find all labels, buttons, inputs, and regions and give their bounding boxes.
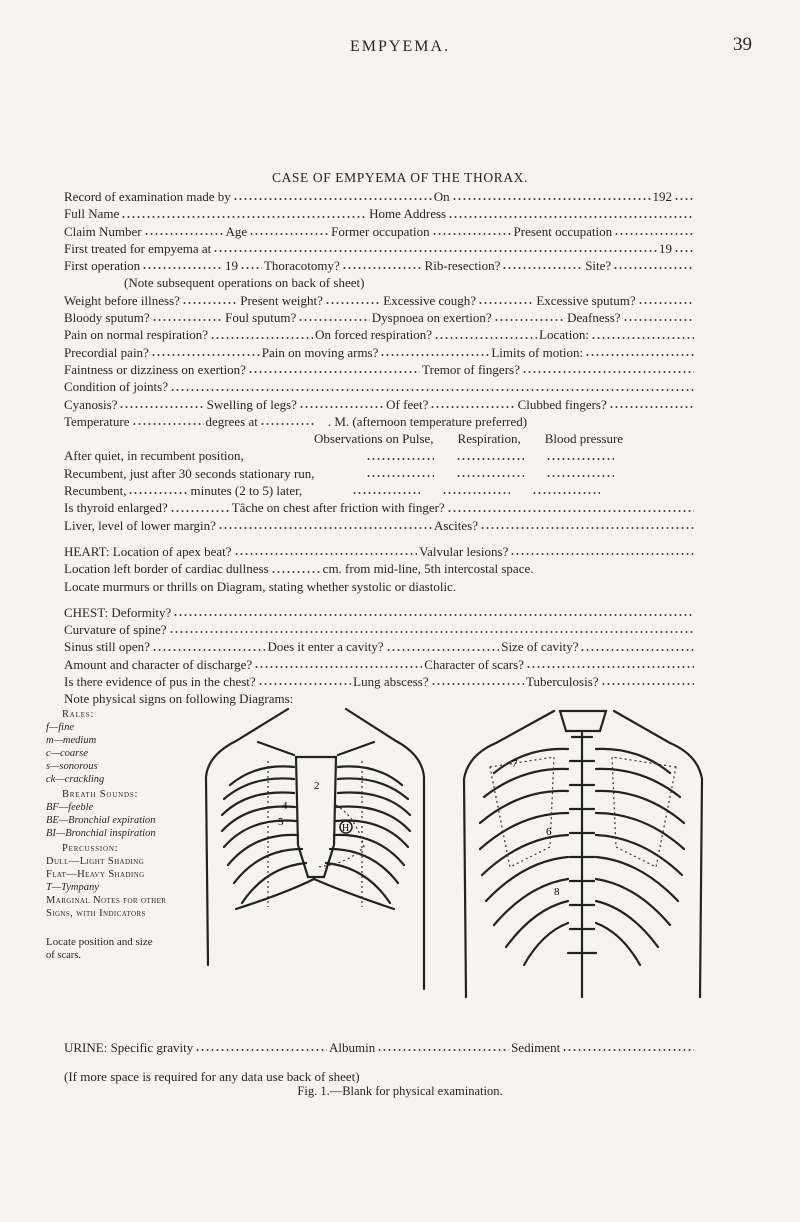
form-row-precordial — [64, 344, 696, 361]
form-row-sinus — [64, 638, 696, 655]
locate-murmurs: Locate murmurs or thrills on Diagram, stating whether systolic or diastolic. — [64, 578, 457, 594]
thoracotomy-blank[interactable] — [342, 266, 423, 270]
back-of-sheet-note: (If more space is required for any data use back of sheet) — [64, 1069, 360, 1084]
weight-before-label: Weight before illness? — [64, 292, 180, 308]
heart-label: HEART: Location of apex beat? — [64, 543, 232, 559]
full-name-blank[interactable] — [121, 215, 367, 219]
sinus-label: Sinus still open? — [64, 639, 150, 655]
enter-cavity-label: Does it enter a cavity? — [267, 639, 384, 655]
form-row-joints — [64, 378, 696, 395]
dyspnoea-blank[interactable] — [494, 318, 566, 322]
size-cavity-blank[interactable] — [580, 648, 694, 652]
form-row-chest — [64, 604, 696, 621]
scars-label: Character of scars? — [424, 656, 524, 672]
site-blank[interactable] — [613, 266, 694, 270]
former-occupation-blank[interactable] — [432, 232, 512, 236]
cyanosis-label: Cyanosis? — [64, 396, 118, 412]
rib — [524, 923, 568, 965]
site-label: Site? — [585, 258, 612, 274]
percussion-heading: Percussion: — [62, 843, 119, 854]
rib-label: 5 — [278, 816, 284, 828]
degrees-at-label: degrees at — [205, 413, 258, 429]
chest-deformity-blank[interactable] — [173, 613, 694, 617]
first-operation-blank[interactable] — [142, 266, 223, 270]
scapula-left — [490, 757, 554, 867]
pulse-blank-2[interactable] — [366, 474, 434, 478]
former-occupation-label: Former occupation — [331, 223, 430, 239]
rib — [480, 813, 568, 849]
forced-respiration-blank[interactable] — [434, 336, 537, 340]
pain-normal-blank[interactable] — [210, 336, 313, 340]
first-treated-year-label: 19 — [659, 240, 672, 256]
recumbent-label: Recumbent, — [64, 483, 127, 499]
valvular-blank[interactable] — [510, 552, 694, 556]
form-row-thyroid — [64, 499, 696, 516]
legend-item: m—medium — [46, 735, 97, 746]
recumbent-30-label: Recumbent, just after 30 seconds stationary run, — [64, 465, 315, 481]
location-label: Location: — [539, 327, 589, 343]
sediment-blank[interactable] — [562, 1048, 694, 1052]
exam-form — [64, 188, 696, 708]
liver-label: Liver, level of lower margin? — [64, 517, 216, 533]
legend-item: ck—crackling — [46, 774, 105, 785]
form-row-sputum — [64, 309, 696, 326]
bp-blank-1[interactable] — [546, 457, 614, 461]
obs-pulse-heading: Observations on Pulse, — [314, 431, 434, 447]
excessive-sputum-label: Excessive sputum? — [536, 292, 636, 308]
time-blank[interactable] — [260, 422, 314, 426]
breath-sounds-heading: Breath Sounds: — [62, 789, 139, 800]
form-row-pus — [64, 673, 696, 690]
albumin-label: Albumin — [329, 1040, 376, 1056]
apex-blank[interactable] — [234, 552, 418, 556]
rib-label: 4 — [282, 800, 288, 812]
clavicle-left — [258, 742, 294, 755]
legend-item: BI—Bronchial inspiration — [46, 828, 156, 839]
forced-respiration-label: On forced respiration? — [315, 327, 433, 343]
rib-label: 7 — [512, 758, 518, 770]
urine-label: URINE: Specific gravity — [64, 1040, 194, 1056]
examiner-blank[interactable] — [233, 197, 432, 201]
curvature-label: Curvature of spine? — [64, 622, 167, 638]
rib — [338, 792, 410, 815]
form-row-observations — [64, 430, 696, 447]
rib — [596, 791, 684, 823]
tache-label: Tâche on chest after friction with finger? — [231, 500, 445, 516]
rib — [484, 769, 568, 797]
curvature-blank[interactable] — [169, 630, 694, 634]
form-row-recumbent-later — [64, 482, 696, 499]
bp-blank-2[interactable] — [546, 474, 614, 478]
present-occupation-label: Present occupation — [513, 223, 613, 239]
foul-sputum-label: Foul sputum? — [225, 310, 297, 326]
chest-back-diagram[interactable] — [450, 697, 710, 1027]
note-physical: Note physical signs on following Diagrams: — [64, 691, 294, 707]
dyspnoea-label: Dyspnoea on exertion? — [371, 310, 492, 326]
rib — [596, 813, 684, 849]
specific-gravity-blank[interactable] — [195, 1048, 327, 1052]
page-number: 39 — [733, 34, 752, 55]
ascites-label: Ascites? — [433, 517, 478, 533]
excessive-cough-blank[interactable] — [478, 301, 534, 305]
vertebra — [560, 711, 606, 731]
bloody-sputum-blank[interactable] — [152, 318, 224, 322]
legend-item: c—coarse — [46, 748, 88, 759]
rib — [338, 766, 402, 785]
form-row-record — [64, 188, 696, 205]
first-operation-label: First operation — [64, 258, 141, 274]
age-blank[interactable] — [249, 232, 329, 236]
rib — [596, 901, 658, 947]
rales-heading: Rales: — [62, 709, 95, 720]
joints-blank[interactable] — [170, 388, 694, 392]
locate-scars-1: Locate position and size — [46, 936, 153, 948]
legend-item: Dull—Light Shading — [46, 856, 145, 867]
resp-blank-1[interactable] — [456, 457, 524, 461]
pulse-blank-1[interactable] — [366, 457, 434, 461]
legend-item: s—sonorous — [46, 761, 98, 772]
form-row-first-operation — [64, 257, 696, 274]
first-treated-label: First treated for empyema at — [64, 240, 212, 256]
pain-moving-blank[interactable] — [380, 353, 489, 357]
pm-note: . M. (afternoon temperature preferred) — [327, 413, 528, 429]
body-outline-right — [614, 711, 702, 997]
form-row-curvature — [64, 621, 696, 638]
pain-normal-label: Pain on normal respiration? — [64, 327, 209, 343]
joints-label: Condition of joints? — [64, 379, 168, 395]
year-label: 192 — [652, 189, 673, 204]
clubbed-label: Clubbed fingers? — [517, 396, 607, 412]
sinus-blank[interactable] — [152, 648, 266, 652]
size-cavity-label: Size of cavity? — [501, 639, 579, 655]
legend-item: f—fine — [46, 722, 74, 733]
thoracotomy-label: Thoracotomy? — [263, 258, 340, 274]
form-row-weight — [64, 292, 696, 309]
rib-label: 2 — [314, 780, 320, 792]
form-row-claim — [64, 223, 696, 240]
rib-resection-label: Rib-resection? — [424, 258, 501, 274]
resp-blank-2[interactable] — [456, 474, 524, 478]
deafness-blank[interactable] — [623, 318, 695, 322]
urine-row — [64, 1039, 696, 1056]
scars-blank[interactable] — [526, 665, 694, 669]
note-subsequent: (Note subsequent operations on back of sheet) — [124, 275, 365, 291]
valvular-label: Valvular lesions? — [419, 543, 509, 559]
first-treated-blank[interactable] — [213, 249, 657, 253]
tremor-label: Tremor of fingers? — [422, 361, 520, 377]
first-treated-year-blank[interactable] — [674, 249, 694, 253]
tache-blank[interactable] — [447, 509, 694, 513]
rib — [596, 835, 682, 875]
precordial-label: Precordial pain? — [64, 344, 149, 360]
operation-year-blank[interactable] — [240, 266, 262, 270]
clubbed-blank[interactable] — [609, 405, 694, 409]
form-row-first-treated — [64, 240, 696, 257]
full-name-label: Full Name — [64, 206, 120, 222]
foul-sputum-blank[interactable] — [298, 318, 370, 322]
after-quiet-label: After quiet, in recumbent position, — [64, 448, 244, 464]
rib — [596, 923, 640, 965]
form-row-note-subsequent — [64, 274, 696, 291]
operation-year-label: 19 — [224, 258, 238, 274]
rib-label: 8 — [554, 886, 560, 898]
present-weight-label: Present weight? — [240, 292, 323, 308]
form-row-heart — [64, 543, 696, 560]
age-label: Age — [225, 223, 248, 239]
form-row-cyanosis — [64, 396, 696, 413]
swelling-legs-label: Swelling of legs? — [206, 396, 297, 412]
weight-before-blank[interactable] — [182, 301, 238, 305]
minutes-blank[interactable] — [128, 491, 188, 495]
rib — [506, 901, 568, 947]
heart-label: H — [342, 823, 350, 834]
pain-moving-label: Pain on moving arms? — [261, 344, 379, 360]
home-address-label: Home Address — [369, 206, 447, 222]
rib — [224, 821, 296, 847]
temperature-label: Temperature — [64, 413, 130, 429]
locate-scars-2: of scars. — [46, 950, 81, 961]
thyroid-label: Is thyroid enlarged? — [64, 500, 168, 516]
running-title: EMPYEMA. — [349, 38, 450, 55]
legend-item: Flat—Heavy Shading — [46, 869, 145, 880]
on-label: On — [433, 189, 450, 204]
excessive-sputum-blank[interactable] — [638, 301, 694, 305]
bp-blank-3[interactable] — [532, 491, 600, 495]
discharge-label: Amount and character of discharge? — [64, 656, 253, 672]
obs-resp-heading: Respiration, — [457, 431, 521, 447]
marginal-notes-1: Marginal Notes for other — [46, 895, 167, 906]
ascites-blank[interactable] — [480, 526, 694, 530]
form-row-after-quiet — [64, 447, 696, 464]
clavicle-right — [338, 742, 374, 755]
rib-label: 6 — [546, 826, 552, 838]
tremor-blank[interactable] — [522, 370, 694, 374]
scapula-right — [612, 757, 676, 867]
resp-blank-3[interactable] — [442, 491, 510, 495]
body-outline-right — [346, 709, 424, 989]
form-row-murmurs — [64, 578, 696, 595]
excessive-cough-label: Excessive cough? — [383, 292, 477, 308]
form-row-liver — [64, 517, 696, 534]
obs-bp-heading: Blood pressure — [544, 431, 624, 447]
form-row-pain-respiration — [64, 326, 696, 343]
running-header — [48, 32, 752, 62]
diagram-legend — [46, 706, 206, 962]
form-row-cardiac-dullness — [64, 560, 696, 577]
feet-label: Of feet? — [386, 396, 429, 412]
thyroid-blank[interactable] — [170, 509, 230, 513]
pus-label: Is there evidence of pus in the chest? — [64, 674, 256, 690]
marginal-notes-2: Signs, with Indicators — [46, 908, 146, 919]
pulse-blank-3[interactable] — [352, 491, 420, 495]
form-row-recumbent-30 — [64, 465, 696, 482]
cm-from-label: cm. from mid-line, 5th intercostal space. — [322, 561, 534, 577]
location-left-label: Location left border of cardiac dullness — [64, 561, 269, 577]
rib — [596, 879, 670, 925]
lung-abscess-label: Lung abscess? — [353, 674, 429, 690]
rib — [230, 766, 294, 785]
swelling-legs-blank[interactable] — [299, 405, 384, 409]
date-blank[interactable] — [452, 197, 651, 201]
tuberculosis-label: Tuberculosis? — [526, 674, 599, 690]
pus-blank[interactable] — [258, 682, 351, 686]
legend-item: BF—feeble — [46, 802, 94, 813]
form-title: CASE OF EMPYEMA OF THE THORAX. — [271, 170, 529, 185]
cyanosis-blank[interactable] — [119, 405, 204, 409]
figure-caption: Fig. 1.—Blank for physical examination. — [297, 1084, 503, 1098]
rib — [480, 791, 568, 823]
faintness-blank[interactable] — [248, 370, 420, 374]
form-row-discharge — [64, 656, 696, 673]
deafness-label: Deafness? — [567, 310, 621, 326]
form-row-temperature — [64, 413, 696, 430]
bloody-sputum-label: Bloody sputum? — [64, 310, 150, 326]
urine-line — [64, 1039, 696, 1056]
precordial-blank[interactable] — [151, 353, 260, 357]
chest-deformity-label: CHEST: Deformity? — [64, 604, 172, 620]
limits-motion-blank[interactable] — [585, 353, 694, 357]
present-occupation-blank[interactable] — [614, 232, 694, 236]
year-blank[interactable] — [674, 197, 694, 201]
cardiac-dullness-blank[interactable] — [271, 570, 321, 574]
limits-motion-label: Limits of motion: — [491, 344, 584, 360]
temperature-blank[interactable] — [132, 422, 204, 426]
claim-number-label: Claim Number — [64, 223, 142, 239]
location-blank[interactable] — [591, 336, 694, 340]
record-label: Record of examination made by — [64, 189, 231, 204]
liver-blank[interactable] — [218, 526, 432, 530]
legend-item: T—Tympany — [46, 882, 99, 893]
tuberculosis-blank[interactable] — [601, 682, 694, 686]
chest-front-diagram[interactable] — [196, 697, 436, 1027]
form-row-name — [64, 205, 696, 222]
lung-abscess-blank[interactable] — [431, 682, 524, 686]
claim-number-blank[interactable] — [144, 232, 224, 236]
rib-resection-blank[interactable] — [502, 266, 583, 270]
discharge-blank[interactable] — [254, 665, 422, 669]
form-row-faintness — [64, 361, 696, 378]
rib — [596, 769, 680, 797]
albumin-blank[interactable] — [377, 1048, 509, 1052]
sediment-label: Sediment — [511, 1040, 561, 1056]
sternum — [296, 757, 336, 877]
home-address-blank[interactable] — [448, 215, 694, 219]
faintness-label: Faintness or dizziness on exertion? — [64, 361, 246, 377]
present-weight-blank[interactable] — [325, 301, 381, 305]
feet-blank[interactable] — [430, 405, 515, 409]
legend-item: BE—Bronchial expiration — [46, 815, 156, 826]
minutes-later-label: minutes (2 to 5) later, — [190, 483, 303, 499]
rib — [482, 835, 568, 875]
enter-cavity-blank[interactable] — [386, 648, 500, 652]
